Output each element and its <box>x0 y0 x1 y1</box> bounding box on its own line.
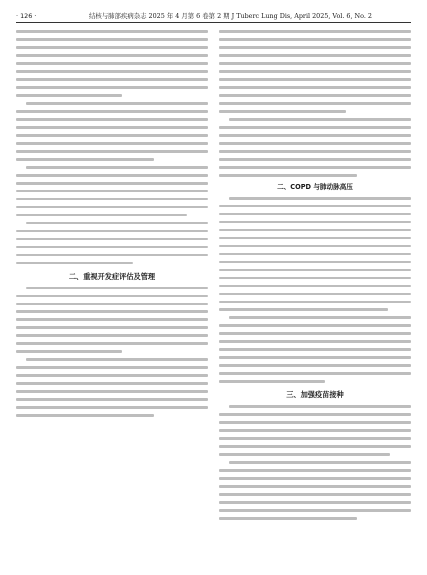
left-paragraphs-top <box>16 30 208 264</box>
text-line <box>219 477 411 480</box>
right-paragraphs-top <box>219 30 411 177</box>
text-line <box>219 485 411 488</box>
text-line <box>219 501 411 504</box>
text-line <box>219 413 411 416</box>
text-line <box>16 238 208 241</box>
text-line <box>219 54 411 57</box>
text-line <box>16 366 208 369</box>
text-line <box>16 134 208 137</box>
text-line <box>16 414 154 417</box>
text-line <box>219 245 411 248</box>
text-line <box>16 198 208 201</box>
text-line <box>219 437 411 440</box>
text-line <box>219 221 411 224</box>
text-line <box>219 269 411 272</box>
text-line <box>16 86 208 89</box>
text-line <box>219 166 411 169</box>
text-line <box>219 277 411 280</box>
text-line <box>26 287 208 290</box>
text-line <box>219 150 411 153</box>
text-line <box>26 166 208 169</box>
left-column <box>16 30 208 568</box>
text-line <box>16 382 208 385</box>
text-line <box>219 213 411 216</box>
text-line <box>16 94 122 97</box>
text-line <box>16 406 208 409</box>
text-line <box>16 342 208 345</box>
text-line <box>16 46 208 49</box>
text-line <box>219 62 411 65</box>
text-line <box>16 54 208 57</box>
text-line <box>229 316 411 319</box>
text-line <box>219 356 411 359</box>
text-line <box>16 214 187 217</box>
left-paragraphs-bottom <box>16 287 208 418</box>
text-line <box>219 205 411 208</box>
text-line <box>219 38 411 41</box>
text-line <box>219 174 357 177</box>
text-line <box>16 78 208 81</box>
text-line <box>219 308 388 311</box>
text-line <box>219 86 411 89</box>
text-line <box>16 118 208 121</box>
text-line <box>219 78 411 81</box>
text-line <box>219 293 411 296</box>
text-line <box>16 374 208 377</box>
text-line <box>219 445 411 448</box>
text-line <box>219 134 411 137</box>
right-paragraphs-middle <box>219 197 411 383</box>
text-line <box>16 126 208 129</box>
text-line <box>219 324 411 327</box>
text-line <box>16 310 208 313</box>
text-line <box>219 46 411 49</box>
section-heading-management: 二、重视开发症评估及管理 <box>68 271 156 281</box>
text-line <box>16 150 208 153</box>
text-line <box>219 332 411 335</box>
text-line <box>219 453 390 456</box>
text-line <box>219 372 411 375</box>
text-line <box>219 142 411 145</box>
text-line <box>16 303 208 306</box>
journal-citation: 结核与肺部疾病杂志 2025 年 4 月第 6 卷第 2 期 J Tuberc Lung Dis, April 2025, Vol. 6, No. 2 <box>89 12 372 20</box>
text-line <box>16 142 208 145</box>
text-line <box>229 405 411 408</box>
text-line <box>229 118 411 121</box>
text-line <box>219 229 411 232</box>
text-line <box>16 38 208 41</box>
text-line <box>26 102 208 105</box>
right-column <box>219 30 411 568</box>
text-line <box>16 262 133 265</box>
text-line <box>16 398 208 401</box>
text-line <box>26 358 208 361</box>
text-line <box>16 350 122 353</box>
text-line <box>16 246 208 249</box>
text-line <box>16 295 208 298</box>
running-header <box>16 10 411 23</box>
section-heading-ph-copd: 二、COPD 与肺动脉高压 <box>277 182 353 191</box>
text-line <box>16 334 208 337</box>
text-line <box>219 30 411 33</box>
text-line <box>219 509 411 512</box>
text-line <box>219 110 346 113</box>
text-line <box>16 182 208 185</box>
text-line <box>26 222 208 225</box>
text-line <box>219 380 325 383</box>
text-line <box>16 30 208 33</box>
section-heading-vaccination: 三、加强疫苗接种 <box>286 390 344 400</box>
text-line <box>16 158 154 161</box>
text-line <box>219 429 411 432</box>
text-line <box>219 348 411 351</box>
text-line <box>219 102 411 105</box>
text-line <box>16 318 208 321</box>
text-line <box>219 253 411 256</box>
text-line <box>219 493 411 496</box>
text-line <box>16 110 208 113</box>
text-line <box>219 301 411 304</box>
text-line <box>16 230 208 233</box>
text-line <box>16 254 208 257</box>
text-line <box>219 285 411 288</box>
text-line <box>219 94 411 97</box>
text-line <box>219 126 411 129</box>
text-line <box>219 237 411 240</box>
text-line <box>16 174 208 177</box>
text-line <box>16 326 208 329</box>
text-line <box>219 158 411 161</box>
text-line <box>219 70 411 73</box>
text-line <box>219 421 411 424</box>
text-line <box>219 469 411 472</box>
text-line <box>16 190 208 193</box>
text-line <box>219 340 411 343</box>
text-line <box>16 70 208 73</box>
text-line <box>219 517 357 520</box>
right-paragraphs-bottom <box>219 405 411 520</box>
text-line <box>219 364 411 367</box>
text-line <box>219 261 411 264</box>
text-line <box>229 461 411 464</box>
text-line <box>16 206 208 209</box>
text-line <box>229 197 411 200</box>
text-line <box>16 390 208 393</box>
page-number: · 126 · <box>16 12 37 20</box>
text-line <box>16 62 208 65</box>
